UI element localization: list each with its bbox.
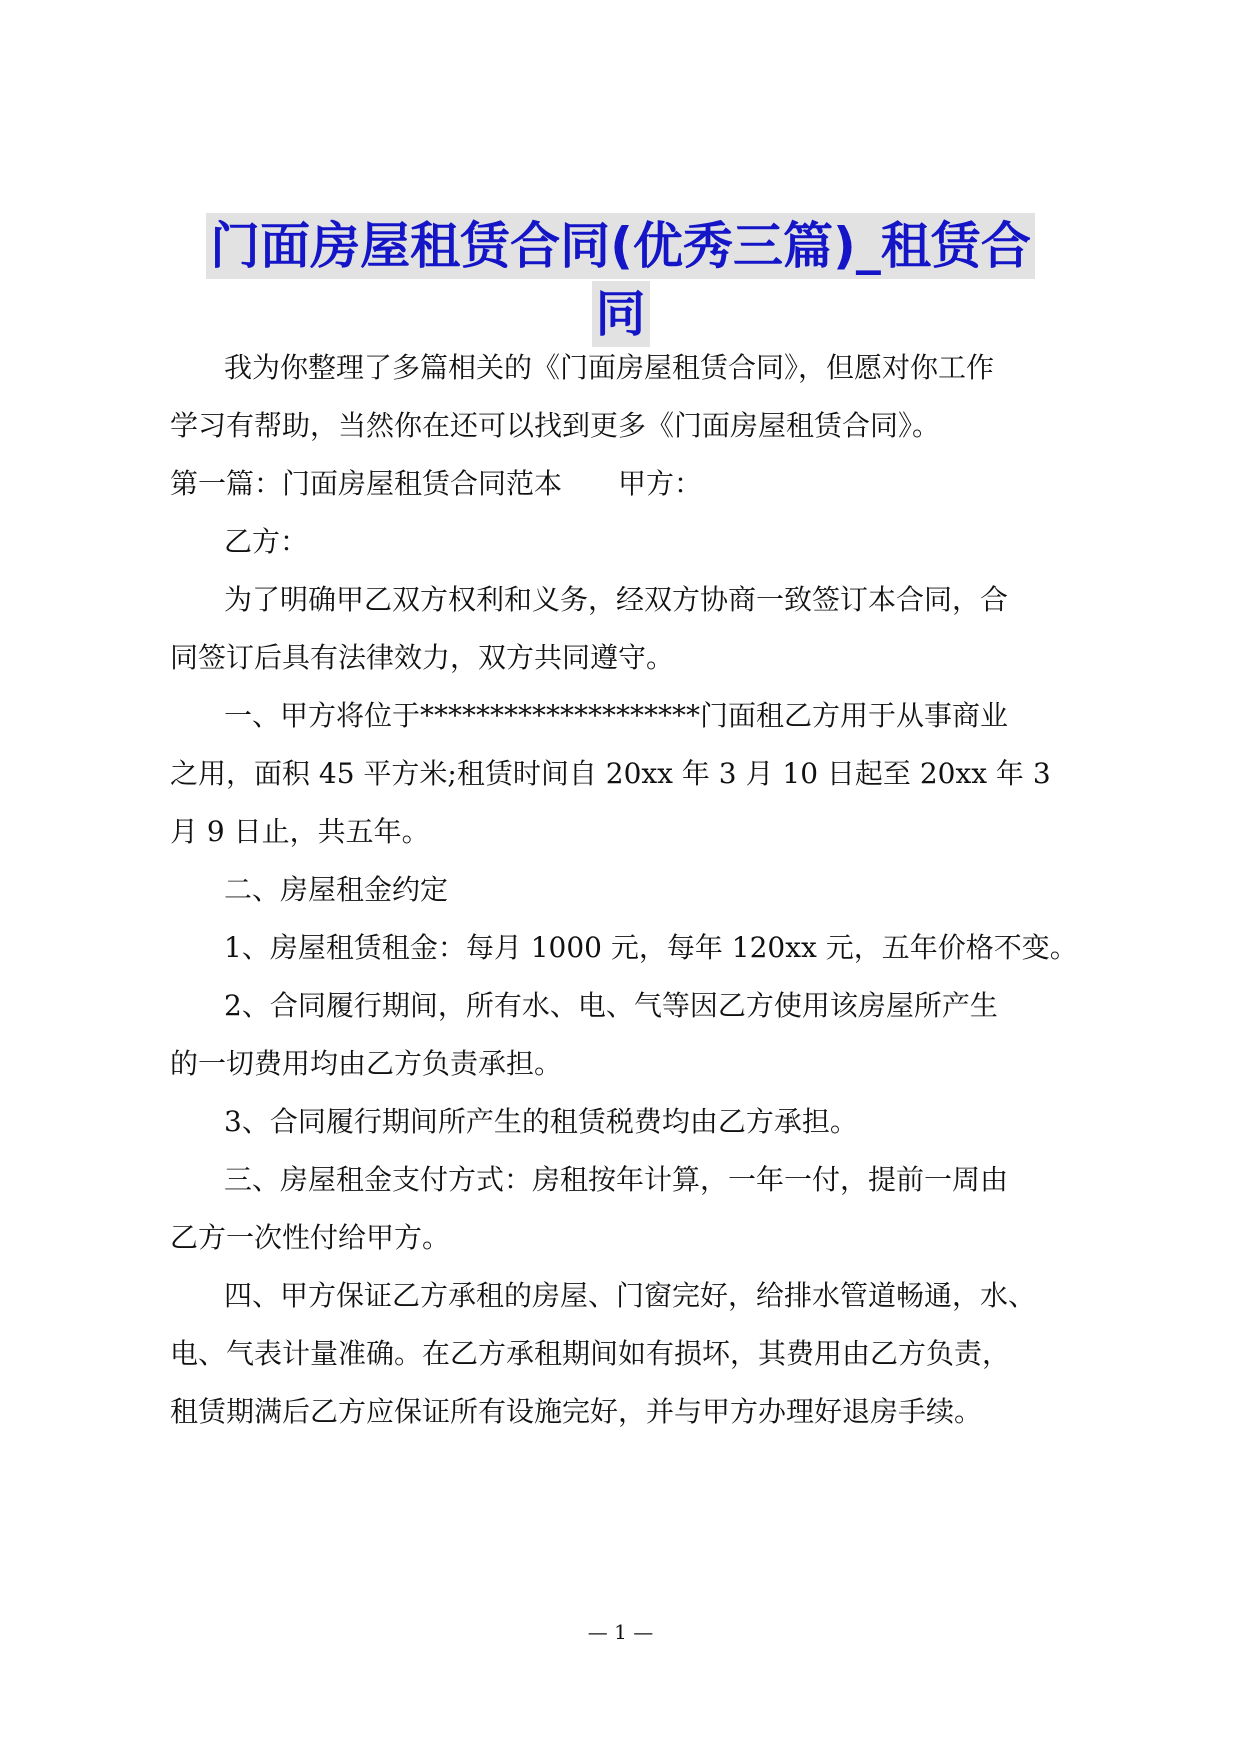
document-title: [0, 213, 1241, 279]
paragraph-line: 月 9 日止，共五年。: [170, 815, 430, 848]
paragraph-line: 的一切费用均由乙方负责承担。: [170, 1047, 563, 1080]
paragraph-line: 1、房屋租赁租金：每月 1000 元，每年 120xx 元，五年价格不变。: [224, 931, 1078, 964]
page-number: — 1 —: [587, 1620, 654, 1644]
clause-heading: 二、房屋租金约定: [224, 873, 449, 906]
paragraph-line: 我为你整理了多篇相关的《门面房屋租赁合同》，但愿对你工作: [224, 351, 995, 384]
document-title-continued: [0, 281, 1241, 347]
paragraph-line: 之用，面积 45 平方米;租赁时间自 20xx 年 3 月 10 日起至 20xx 年 3: [170, 757, 1051, 790]
paragraph-line: 乙方一次性付给甲方。: [170, 1221, 451, 1254]
paragraph-line: 电、气表计量准确。在乙方承租期间如有损坏，其费用由乙方负责，: [170, 1337, 1011, 1370]
section-heading: 第一篇：门面房屋租赁合同范本: [170, 467, 563, 500]
paragraph-line: 2、合同履行期间，所有水、电、气等因乙方使用该房屋所产生: [224, 989, 998, 1022]
paragraph-line: 一、甲方将位于********************门面租乙方用于从事商业: [224, 699, 1009, 732]
paragraph-line: 学习有帮助，当然你在还可以找到更多《门面房屋租赁合同》。: [170, 409, 941, 442]
title-line-2: 同: [592, 281, 650, 347]
paragraph-line: 三、房屋租金支付方式：房租按年计算，一年一付，提前一周由: [224, 1163, 1009, 1196]
paragraph-line: 为了明确甲乙双方权利和义务，经双方协商一致签订本合同，合: [224, 583, 1009, 616]
paragraph-line: 四、甲方保证乙方承租的房屋、门窗完好，给排水管道畅通，水、: [224, 1279, 1037, 1312]
paragraph-line: 同签订后具有法律效力，双方共同遵守。: [170, 641, 675, 674]
section-heading-line: [170, 464, 702, 504]
party-a-label: 甲方：: [618, 467, 703, 500]
title-line-1: 门面房屋租赁合同(优秀三篇)_租赁合: [206, 213, 1035, 279]
paragraph-line: 3、合同履行期间所产生的租赁税费均由乙方承担。: [224, 1105, 858, 1138]
party-b-label: 乙方：: [224, 525, 309, 558]
paragraph-line: 租赁期满后乙方应保证所有设施完好，并与甲方办理好退房手续。: [170, 1395, 983, 1428]
